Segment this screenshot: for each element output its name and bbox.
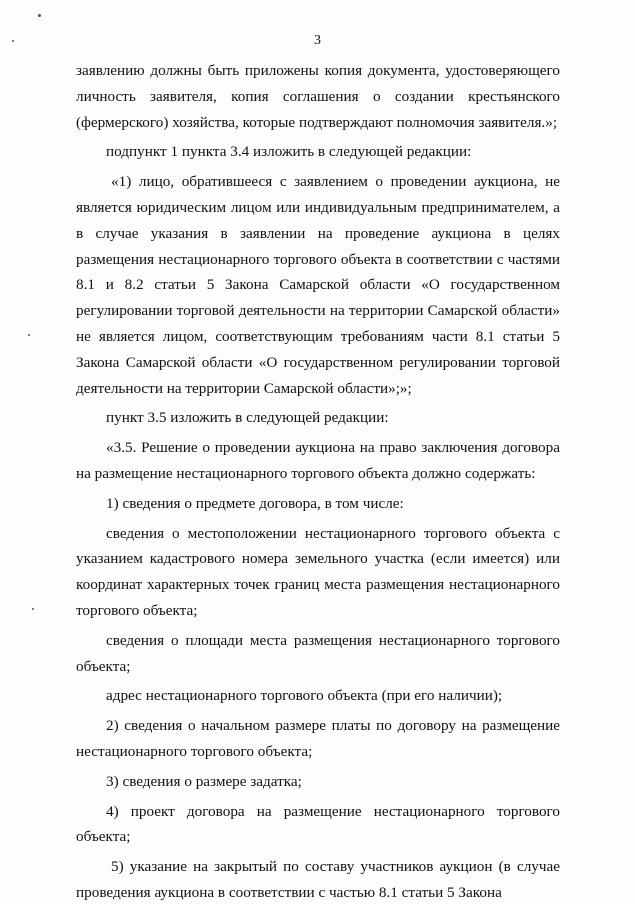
paragraph-item-2: 2) сведения о начальном размере платы по договору на размещение нестационарного торгового объекта;	[76, 717, 560, 760]
paragraph-item-3: 3) сведения о размере задатка;	[106, 772, 302, 790]
paragraph-item-1: 1) сведения о предмете договора, в том числе:	[106, 494, 404, 512]
scan-speck	[32, 608, 34, 610]
paragraph-item-5: 5) указание на закрытый по составу участников аукцион (в случае проведения аукциона в соответствии с частью 8.1 статьи 5 Закона	[76, 858, 560, 901]
paragraph-subclause-3-4: подпункт 1 пункта 3.4 изложить в следующей редакции:	[106, 143, 472, 161]
scan-speck	[38, 14, 41, 17]
paragraph-item-4: 4) проект договора на размещение нестационарного торгового объекта;	[76, 802, 560, 846]
page-number: 3	[314, 33, 321, 48]
paragraph-location-info: сведения о местоположении нестационарного торгового объекта с указанием кадастрового номера земельного участка (если имеется) или координат характерных точек границ места размещения нестационарного торгового объекта;	[76, 524, 560, 619]
paragraph-clause-3-5: «3.5. Решение о проведении аукциона на право заключения договора на размещение нестационарного торгового объекта должно содержать:	[76, 439, 560, 482]
paragraph-application-attachments: заявлению должны быть приложены копия документа, удостоверяющего личность заявителя, копия соглашения о создании крестьянского (фермерского) хозяйства, которые подтверждают полномочия заявителя.»;	[76, 62, 560, 131]
paragraph-clause-3-5-intro: пункт 3.5 изложить в следующей редакции:	[106, 409, 389, 427]
paragraph-area-info: сведения о площади места размещения нестационарного торгового объекта;	[76, 631, 560, 675]
scan-speck	[28, 334, 30, 336]
document-body	[76, 58, 560, 910]
paragraph-clause-1-applicant: «1) лицо, обратившееся с заявлением о проведении аукциона, не является юридическим лицом или индивидуальным предпринимателем, а в случае указания в заявлении на проведение аукциона в целях размещения нестационарного торгового объекта в соответствии с частями 8.1 и 8.2 статьи 5 Закона Самарской области «О государственном регулировании торговой деятельности на территории Самарской области» не является лицом, соответствующим требованиям части 8.1 статьи 5 Закона Самарской области «О государственном регулировании торговой деятельности на территории Самарской области»;»;	[76, 173, 560, 397]
paragraph-address: адрес нестационарного торгового объекта (при его наличии);	[106, 687, 503, 705]
